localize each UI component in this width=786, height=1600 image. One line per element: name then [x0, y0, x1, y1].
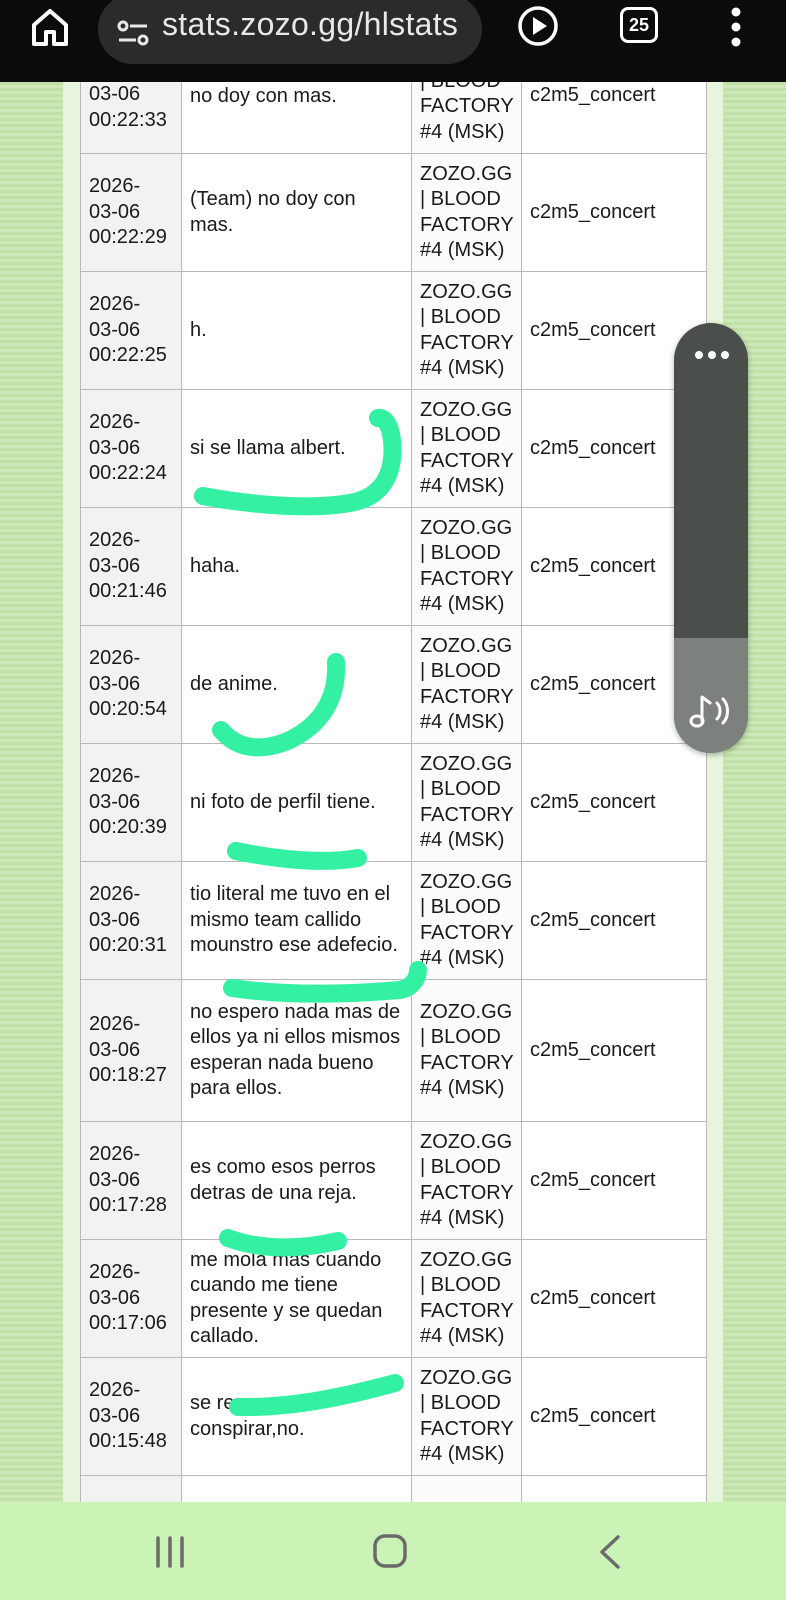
server-cell: ZOZO.GG | BLOOD FACTORY #4 (MSK) [412, 626, 522, 744]
more-vert-icon[interactable] [724, 4, 748, 50]
table-row [81, 1240, 707, 1358]
table-row [81, 272, 707, 390]
table-row [81, 626, 707, 744]
server-cell: ZOZO.GG | BLOOD FACTORY #4 (MSK) [412, 1122, 522, 1240]
message-cell: (Team) no doy con mas. [182, 154, 412, 272]
message-cell: es como esos perros detras de una reja. [182, 1122, 412, 1240]
date-cell: 2026- 03-06 00:18:27 [81, 980, 182, 1122]
audio-icon[interactable] [688, 691, 734, 731]
message-cell: tio literal me tuvo en el mismo team callido mounstro ese adefecio. [182, 862, 412, 980]
date-cell: 2026- 03-06 00:15:48 [81, 1358, 182, 1476]
home-icon[interactable] [28, 5, 72, 49]
table-row [81, 980, 707, 1122]
table-row [81, 1122, 707, 1240]
date-cell: 03-06 00:22:33 [81, 41, 182, 154]
message-cell: no espero nada mas de ellos ya ni ellos mismos esperan nada bueno para ellos. [182, 980, 412, 1122]
tab-count-button[interactable]: 25 [620, 7, 658, 43]
server-cell: ZOZO.GG | BLOOD FACTORY #4 (MSK) [412, 390, 522, 508]
message-cell: de anime. [182, 626, 412, 744]
message-cell: h. [182, 272, 412, 390]
server-cell: ZOZO.GG | BLOOD FACTORY #4 (MSK) [412, 744, 522, 862]
message-cell: no doy con mas. [182, 41, 412, 154]
message-cell: si se llama albert. [182, 390, 412, 508]
table-row [81, 1358, 707, 1476]
map-cell: c2m5_concert [522, 744, 707, 862]
date-cell: 2026- 03-06 00:22:25 [81, 272, 182, 390]
map-cell: c2m5_concert [522, 626, 707, 744]
date-cell: 2026- 03-06 00:22:24 [81, 390, 182, 508]
url-text[interactable]: stats.zozo.gg/hlstats [162, 6, 459, 42]
map-cell: c2m5_concert [522, 1240, 707, 1358]
message-cell: me mola mas cuando cuando me tiene presente y se quedan callado. [182, 1240, 412, 1358]
date-cell: 2026- 03-06 00:17:28 [81, 1122, 182, 1240]
message-cell: se reunen a conspirar,no. [182, 1358, 412, 1476]
server-text: FACTORY #4 (MSK) [420, 95, 514, 143]
table-row [81, 862, 707, 980]
nav-home-icon[interactable] [372, 1533, 408, 1569]
recent-apps-icon[interactable] [150, 1534, 190, 1570]
map-cell: c2m5_concert [522, 272, 707, 390]
more-horiz-icon[interactable] [692, 348, 732, 362]
back-icon[interactable] [596, 1533, 624, 1571]
date-cell: 2026- 03-06 00:20:31 [81, 862, 182, 980]
map-cell: c2m5_concert [522, 862, 707, 980]
server-cell: ZOZO.GG | BLOOD FACTORY #4 (MSK) [412, 508, 522, 626]
tune-icon[interactable] [116, 16, 150, 50]
browser-toolbar [0, 0, 786, 82]
map-cell: c2m5_concert [522, 41, 707, 154]
play-icon[interactable] [516, 4, 560, 48]
table-row [81, 744, 707, 862]
server-cell: ZOZO.GG | BLOOD FACTORY #4 (MSK) [412, 1240, 522, 1358]
map-cell: c2m5_concert [522, 154, 707, 272]
server-cell: ZOZO.GG | BLOOD FACTORY #4 (MSK) [412, 154, 522, 272]
server-cell: ZOZO.GG | BLOOD FACTORY #4 (MSK) [412, 1358, 522, 1476]
message-cell: ni foto de perfil tiene. [182, 744, 412, 862]
date-cell: 2026- 03-06 00:22:29 [81, 154, 182, 272]
table-row [81, 508, 707, 626]
map-cell: c2m5_concert [522, 390, 707, 508]
map-cell: c2m5_concert [522, 1358, 707, 1476]
server-cell: ZOZO.GG | BLOOD FACTORY #4 (MSK) [412, 862, 522, 980]
server-cell: ZOZO.GG | BLOOD FACTORY #4 (MSK) [412, 272, 522, 390]
map-cell: c2m5_concert [522, 1122, 707, 1240]
date-cell: 2026- 03-06 00:21:46 [81, 508, 182, 626]
system-navigation-bar [0, 1502, 786, 1600]
date-cell: 2026- 03-06 00:20:39 [81, 744, 182, 862]
table-row [81, 154, 707, 272]
address-bar[interactable] [98, 0, 482, 64]
date-cell: 2026- 03-06 00:17:06 [81, 1240, 182, 1358]
message-cell: haha. [182, 508, 412, 626]
map-cell: c2m5_concert [522, 980, 707, 1122]
date-cell: 2026- 03-06 00:20:54 [81, 626, 182, 744]
map-cell: c2m5_concert [522, 508, 707, 626]
table-row [81, 390, 707, 508]
floating-media-panel[interactable] [674, 323, 748, 753]
chat-log-table [80, 40, 707, 1516]
server-cell: ZOZO.GG | BLOOD FACTORY #4 (MSK) [412, 980, 522, 1122]
